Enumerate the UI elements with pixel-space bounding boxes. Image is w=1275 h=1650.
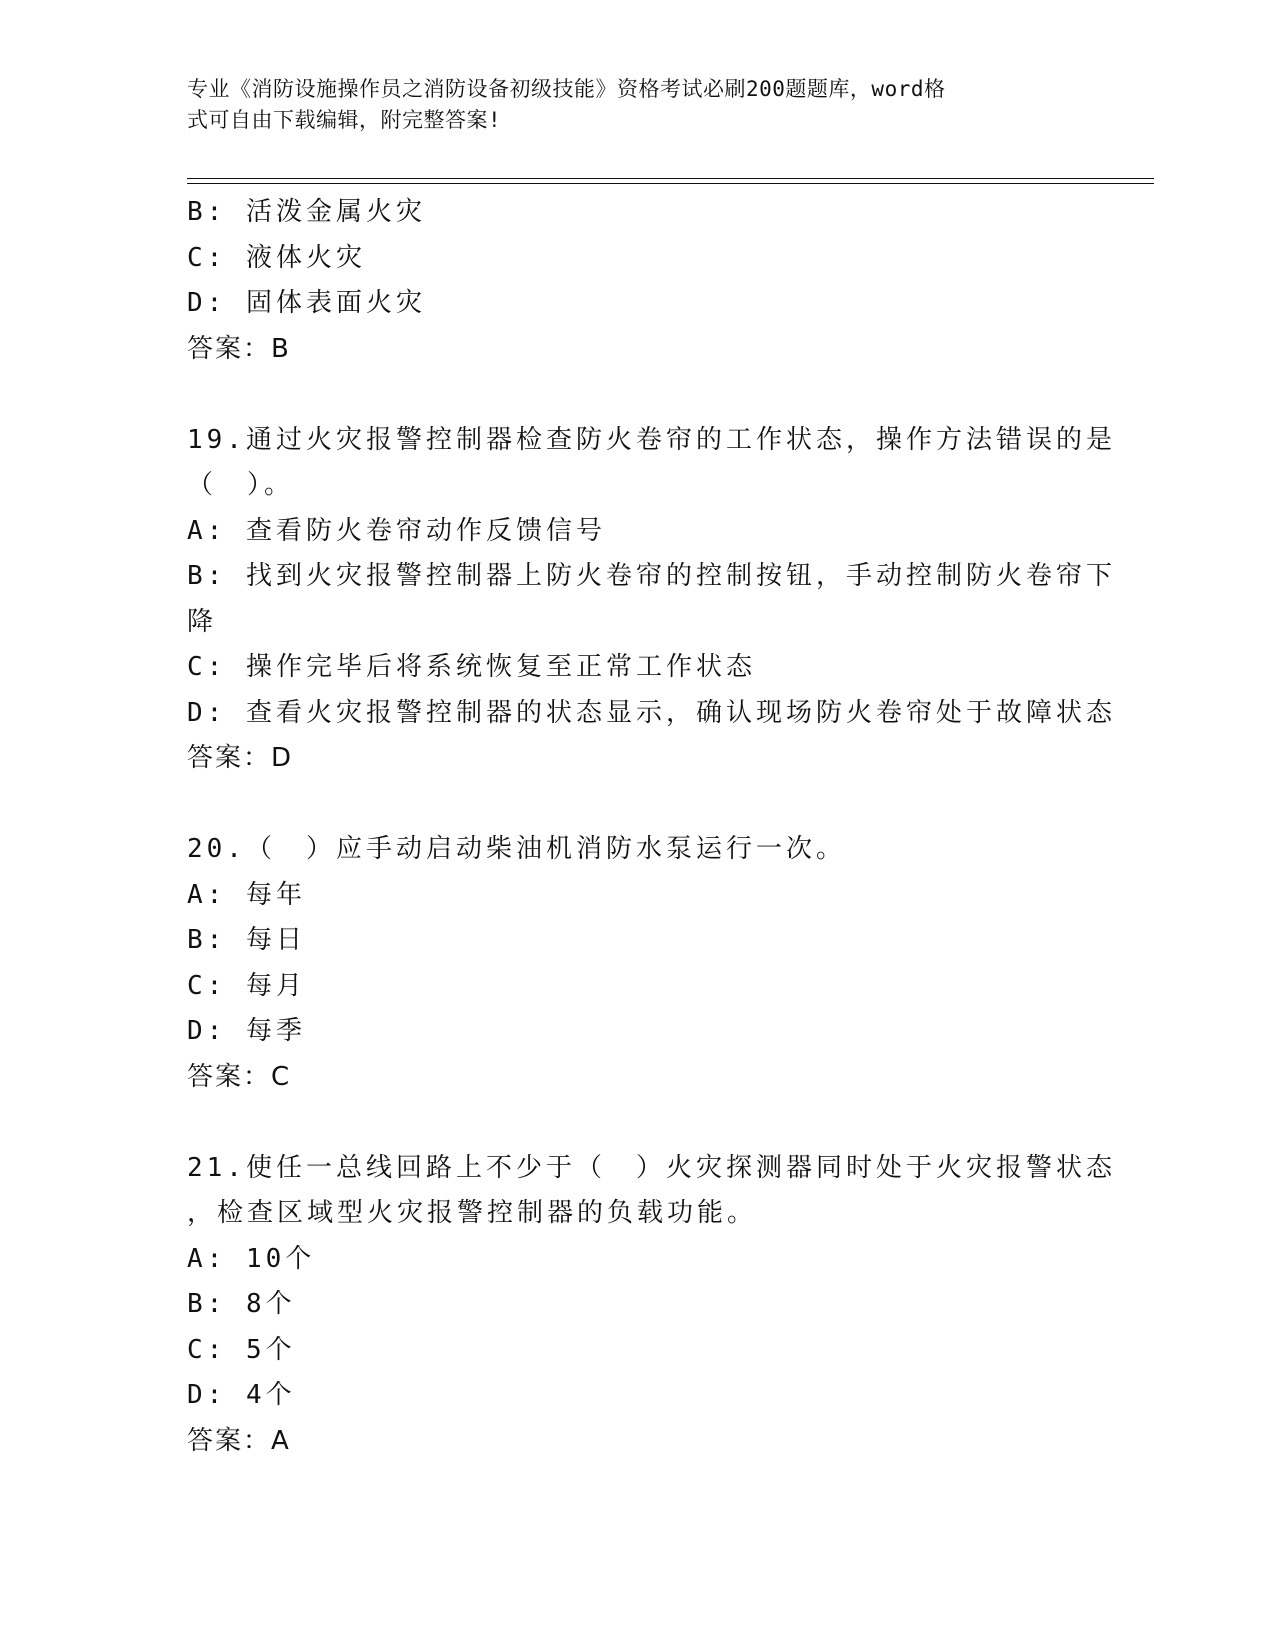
question-text: 20.（ ）应手动启动柴油机消防水泵运行一次。 <box>187 834 846 864</box>
header-divider <box>187 178 1154 184</box>
question-text: 19.通过火灾报警控制器检查防火卷帘的工作状态，操作方法错误的是 <box>187 424 1116 455</box>
option-b: B: 每日 <box>187 925 306 955</box>
page-header <box>187 74 1067 136</box>
option-b: B: 找到火灾报警控制器上防火卷帘的控制按钮，手动控制防火卷帘下 <box>187 561 1116 591</box>
answer-label: 答案：A <box>187 1425 291 1456</box>
spacer <box>187 372 1087 418</box>
option-a: A: 10个 <box>187 1243 316 1274</box>
option-a: A: 查看防火卷帘动作反馈信号 <box>187 515 606 546</box>
option-c: C: 液体火灾 <box>187 242 366 273</box>
spacer <box>187 782 1087 828</box>
header-line-1: 专业《消防设施操作员之消防设备初级技能》资格考试必刷200题题库，word格 <box>187 77 946 101</box>
header-line-2: 式可自由下载编辑，附完整答案! <box>187 108 502 132</box>
question-21-block <box>187 1146 1116 1465</box>
answer-label: 答案：B <box>187 333 291 364</box>
option-d: D: 每季 <box>187 1016 306 1046</box>
answer-label: 答案：D <box>187 743 294 773</box>
option-d: D: 查看火灾报警控制器的状态显示，确认现场防火卷帘处于故障状态 <box>187 697 1116 728</box>
option-d: D: 4个 <box>187 1380 296 1410</box>
option-c: C: 5个 <box>187 1334 296 1365</box>
question-text: 21.使任一总线回路上不少于（ ）火灾探测器同时处于火灾报警状态 <box>187 1152 1116 1183</box>
question-19-block <box>187 418 1116 782</box>
answer-label: 答案：C <box>187 1061 292 1092</box>
option-b: B: 8个 <box>187 1289 296 1319</box>
spacer <box>187 1100 1087 1146</box>
option-a: A: 每年 <box>187 879 306 910</box>
option-b-continued: 降 <box>187 606 218 637</box>
question-text-continued: （ ）。 <box>187 470 295 500</box>
question-20-block <box>187 827 1087 1100</box>
option-c: C: 操作完毕后将系统恢复至正常工作状态 <box>187 652 756 682</box>
option-c: C: 每月 <box>187 970 306 1001</box>
question-text-continued: ，检查区域型火灾报警控制器的负载功能。 <box>187 1198 758 1228</box>
option-b: B: 活泼金属火灾 <box>187 197 426 227</box>
question-list <box>187 190 1116 1464</box>
question-18-block <box>187 190 1087 372</box>
option-d: D: 固体表面火灾 <box>187 288 426 318</box>
